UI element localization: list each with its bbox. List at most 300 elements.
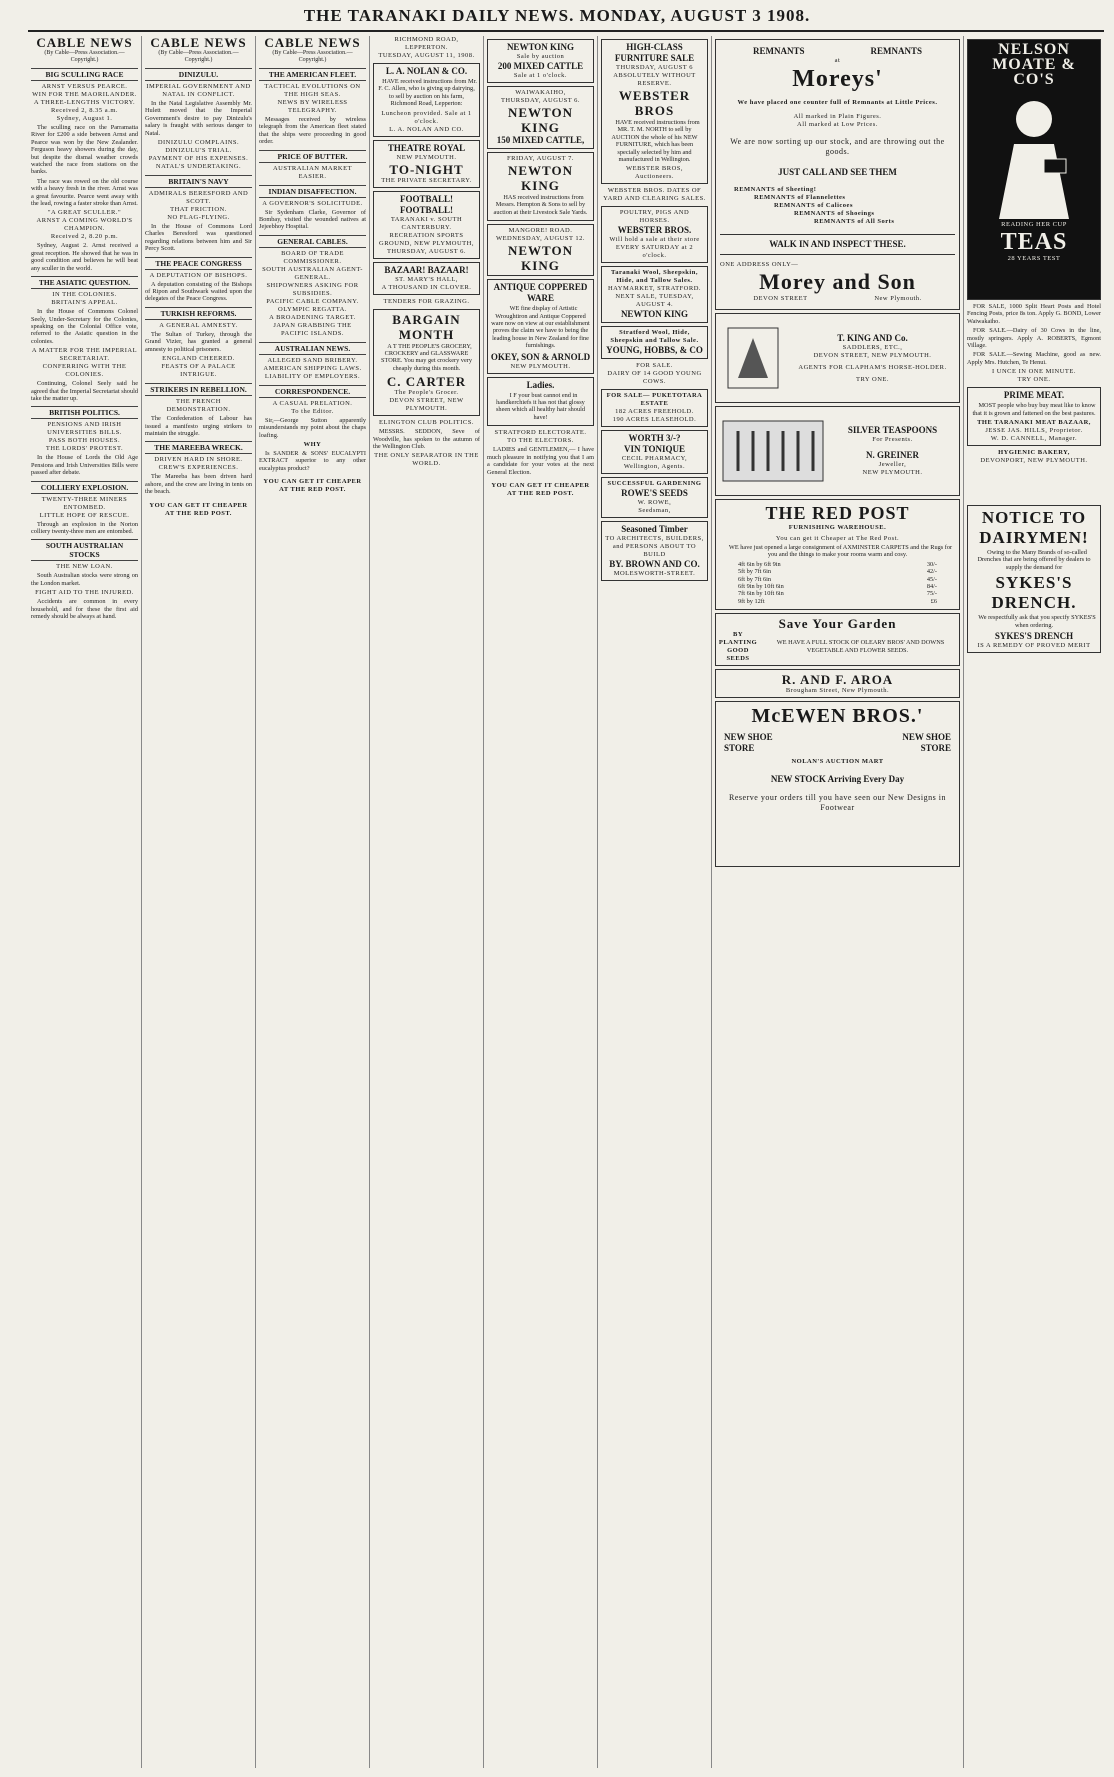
price: 45/- [926, 575, 937, 583]
ad-title: McEWEN BROS.' [751, 705, 924, 728]
ad-subtitle: Brougham Street, New Plymouth. [785, 687, 890, 695]
subheading: A GOVERNOR'S SOLICITUDE. [262, 199, 363, 207]
column-ads-3 [598, 36, 712, 1768]
ad-title: WEBSTER BROS. [617, 225, 692, 236]
ad-subtitle: DEVON STREET, NEW PLYMOUTH. [389, 397, 464, 413]
subheading: JAPAN GRABBING THE PACIFIC ISLANDS. [273, 321, 352, 337]
ad-title: SUCCESSFUL GARDENING [607, 480, 702, 488]
ad-body: TRY ONE. [855, 375, 889, 383]
article-paragraph: MESSRS. SEDDON, Seve of Woodville, has spoken to the autumn of the Wellington Club. [373, 428, 480, 451]
price: 42/- [926, 568, 937, 576]
subheading: A CASUAL PRELATION. [272, 399, 353, 407]
remnants-row [720, 46, 955, 57]
teas-word: TEAS [1000, 229, 1068, 255]
section-heading: AUSTRALIAN NEWS. [259, 342, 366, 355]
section-heading: GENERAL CABLES. [259, 235, 366, 248]
ad-subtitle: 182 ACRES FREEHOLD. [615, 408, 694, 416]
sykes-drench-ad [967, 505, 1101, 653]
ad-location: RICHMOND ROAD, LEPPERTON. [394, 36, 459, 51]
ad-title: Seasoned Timber [621, 524, 688, 535]
ad-title: ANTIQUE COPPERED WARE [493, 282, 588, 304]
ad-title: T. KING AND Co. [837, 332, 908, 343]
ad-title: BAZAAR! BAZAAR! [384, 264, 469, 275]
article-paragraph: Is SANDER & SONS' EUCALYPTI EXTRACT superior to any other eucalyptus product? [259, 450, 366, 472]
remnants-word: REMNANTS [752, 46, 805, 56]
column-cable-news-1 [28, 36, 142, 1768]
article-paragraph: In the House of Commons Colonel Seely, Under-Secretary for the Colonies, speaking on the Colonial Office vote, referred to the Asiatic question in the colonies. [31, 308, 138, 345]
teaspoons-box-icon [718, 411, 828, 491]
section-heading: STRIKERS IN REBELLION. [145, 383, 252, 396]
subheading: A GENERAL AMNESTY. [159, 321, 238, 329]
town: New Plymouth. [874, 295, 922, 302]
column-header: CABLE NEWS [36, 36, 133, 50]
subheading: AMERICAN SHIPPING LAWS. [263, 364, 362, 372]
subheading: TWENTY-THREE MINERS ENTOMBED. [41, 495, 128, 511]
bargain-month-ad [373, 309, 480, 417]
article-paragraph: Sydney, August 2. Arnst received a great reception. He showed that he was in good condition and believes he will beat any sculler in the world. [31, 242, 138, 272]
ad-title: SILVER TEASPOONS [847, 425, 938, 435]
price: 75/- [926, 590, 937, 598]
subheading: ARNST A COMING WORLD'S CHAMPION. [36, 217, 133, 233]
red-post-ad [715, 499, 960, 610]
column-display-ads [712, 36, 964, 1768]
list-item: REMNANTS of Shoeings [794, 210, 875, 217]
save-your-garden-ad [715, 613, 960, 666]
ad-title: R. AND F. AROA [781, 672, 894, 688]
subheading: WIN FOR THE MAORILANDER. [32, 91, 137, 98]
price-row [738, 561, 937, 568]
price-row [738, 590, 937, 597]
ad-subtitle: NEW PLYMOUTH. [396, 153, 457, 161]
ad-subtitle: POULTRY, PIGS AND HORSES. [619, 209, 690, 225]
subheading: FIGHT AID TO THE INJURED. [35, 589, 134, 597]
subheading: NEWS BY WIRELESS TELEGRAPHY. [277, 99, 348, 114]
ad-subtitle: THE TARANAKI MEAT BAZAAR, [977, 419, 1091, 427]
article-paragraph: Sir Sydenham Clarke, Governor of Bombay, visited the wounded natives at Jejeebhoy Hospital. [259, 208, 366, 231]
ad-title: THE RED POST [765, 503, 910, 523]
ad-headline: WEBSTER BROS [618, 88, 691, 118]
rowes-seeds-ad [601, 477, 708, 518]
column-header: CABLE NEWS [150, 36, 247, 50]
ad-title: Stratford Wool, Hide, Sheepskin and Tallow Sale. [610, 329, 699, 345]
column-ads-2 [484, 36, 598, 1768]
ad-location: MANGORE! ROAD. [508, 227, 573, 235]
ad-signature: N. GREINER [865, 450, 919, 460]
copyright-line: (By Cable—Press Association.—Copyright.) [272, 50, 353, 63]
ad-body: HAVE received instructions from Mr. F. C. Allen, who is giving up dairying, to sell by auction on his farm, Richmond Road, Lepperton: [378, 78, 477, 108]
ad-body: HAVE received instructions from MR. T. M. NORTH to sell by AUCTION the whole of his NEW FURNITURE, which has been specially selected by him and manufactured in Wellington. [611, 119, 700, 164]
newton-king-ad-1 [487, 39, 594, 83]
subheading: A BROADENING TARGET. [269, 313, 356, 321]
furniture-sale-ad [601, 39, 708, 184]
copyright-line: (By Cable—Press Association.—Copyright.) [44, 50, 125, 63]
carpet-price-list [738, 561, 937, 605]
ad-body: A T THE PEOPLE'S GROCERY, CROCKERY and GLASSWARE STORE. You may get crockery very cheaply during this month. [381, 342, 472, 372]
ad-subtitle: FURNISHING WAREHOUSE. [788, 524, 887, 531]
ad-subtitle: TARANAKI v. SOUTH CANTERBURY. [390, 215, 463, 231]
subheading: ALLEGED SAND BRIBERY. [267, 356, 358, 364]
ad-subtitle: Jeweller, [878, 461, 907, 468]
ad-body: MOST people who buy buy meat like to know that it is grown and fattened on the best pastures. [972, 402, 1096, 417]
ad-subtitle: For Presents. [872, 436, 913, 443]
section-heading: THE PEACE CONGRESS [145, 257, 252, 270]
remnants-word: REMNANTS [870, 46, 922, 56]
subheading: ENGLAND CHEERED. [162, 355, 235, 363]
price-row [738, 583, 937, 590]
subheading: WEBSTER BROS. DATES OF YARD AND CLEARING SALES. [603, 187, 706, 203]
vin-tonique-ad [601, 430, 708, 474]
section-heading: STRATFORD ELECTORATE. [494, 429, 587, 437]
ad-date: FRIDAY, AUGUST 7. [507, 155, 574, 162]
ad-title: THEATRE ROYAL [387, 142, 466, 153]
ad-signature: Auctioneers. [634, 173, 675, 181]
subheading: ARNST VERSUS PEARCE. [41, 83, 128, 90]
ad-subtitle: You can get it Cheaper at The Red Post. [775, 535, 900, 542]
size: 6ft by 7ft 6in [738, 575, 772, 583]
aroa-ad [715, 669, 960, 698]
ad-subtitle: RECREATION SPORTS GROUND, NEW PLYMOUTH, [379, 231, 474, 247]
ad-subtitle: BY PLANTING GOOD SEEDS [718, 631, 758, 663]
ad-note: Sale at 1 o'clock. [513, 72, 568, 79]
column-header: CABLE NEWS [264, 36, 361, 50]
subheading: DRIVEN HARD IN SHORE. [154, 456, 243, 464]
ad-title: Ladies. [526, 379, 555, 390]
ad-title: Save Your Garden [778, 616, 897, 632]
ad-headline: ROWE'S SEEDS [621, 488, 688, 499]
column-right-ads [964, 36, 1104, 1768]
ad-location: WAIWAKAIHO, [515, 89, 566, 96]
ad-body: We respectfully ask that you specify SYKES'S when ordering. [978, 614, 1096, 629]
size: 6ft 9in by 10ft 6in [738, 583, 784, 591]
price: 30/- [926, 560, 937, 568]
subheading: AUSTRALIAN MARKET EASIER. [272, 164, 353, 180]
nelson-moate-tea-ad [967, 39, 1101, 300]
ad-subtitle: ABSOLUTELY WITHOUT RESERVE. [613, 72, 696, 87]
classified-heading: TRY ONE. [1017, 376, 1051, 384]
list-item: REMNANTS of Flannelettes [754, 194, 846, 201]
address-row [720, 295, 955, 303]
dateline: Received 2, 8.35 a.m. [51, 107, 118, 114]
article-paragraph: The Mareeba has been driven hard ashore, and the crew are living in tents on the beach. [145, 473, 252, 496]
ad-signature: YOUNG, HOBBS, & CO [606, 345, 703, 356]
subheading: DINIZULU'S TRIAL. [165, 147, 232, 155]
ad-body: Will hold a sale at their store EVERY SATURDAY at 2 o'clock. [609, 236, 700, 260]
ad-subtitle: THURSDAY, AUGUST 6. [386, 247, 467, 255]
ad-title: HIGH-CLASS FURNITURE SALE [614, 42, 695, 63]
size: 4ft 6in by 6ft 9in [738, 560, 781, 568]
section-heading: SOUTH AUSTRALIAN STOCKS [31, 539, 138, 561]
ad-subtitle: NEW SHOE STORE [902, 732, 951, 754]
ad-subtitle: MOLESWORTH-STREET. [613, 570, 696, 578]
ad-title: NEWTON KING [508, 163, 573, 193]
price-row [738, 576, 937, 583]
subheading: PAYMENT OF HIS EXPENSES. [148, 155, 249, 163]
article-paragraph: The race was rowed on the old course with a heavy fresh in the river. Arnst was a great favourite. Pearce went away with the lead, rowing a faster stroke than Arnst. [31, 177, 138, 208]
subheading: TO THE ELECTORS. [507, 437, 574, 445]
subheading: A THREE-LENGTHS VICTORY. [33, 99, 136, 106]
subheading: LIABILITY OF EMPLOYERS. [264, 372, 361, 380]
article-paragraph: The sculling race on the Parramatta River for £200 a side between Arnst and Pearce was won by the New Zealander. Ferguson heavy showers during the day, but despite the dismal weather crowds watched the race from stations on the banks. [31, 124, 138, 176]
ad-body: NEW STOCK Arriving Every Day [770, 774, 905, 785]
size: 7ft 6in by 10ft 6in [738, 590, 784, 598]
article-paragraph: Messages received by wireless telegraph from the American fleet stated that the ships were proceeding in good order. [259, 116, 366, 146]
price: £6 [930, 597, 937, 605]
section-heading: INDIAN DISAFFECTION. [259, 185, 366, 198]
subheading: SOUTH AUSTRALIAN AGENT-GENERAL. [262, 265, 363, 281]
section-heading: COLLIERY EXPLOSION. [31, 481, 138, 494]
column-cable-news-3 [256, 36, 370, 1768]
ad-subtitle: READING HER CUP [1001, 221, 1067, 228]
subheading: IN THE COLONIES. [52, 291, 117, 299]
masthead-rule [28, 30, 1104, 32]
ad-signature: OKEY, SON & ARNOLD [490, 351, 591, 362]
list-item: REMNANTS of All Sorts [814, 218, 895, 225]
price-row [738, 598, 937, 605]
red-post-slogan: YOU CAN GET IT CHEAPER AT THE RED POST. [149, 501, 248, 517]
section-heading: ELINGTON CLUB POLITICS. [379, 419, 474, 427]
red-post-slogan: YOU CAN GET IT CHEAPER AT THE RED POST. [491, 481, 590, 497]
ad-subtitle: THE PRIVATE SECRETARY. [381, 176, 472, 184]
list-item: REMNANTS of Calicoes [774, 202, 853, 209]
theatre-royal-ad [373, 140, 480, 188]
ad-body: We have placed one counter full of Remnants at Little Prices. [737, 99, 938, 106]
shoe-store-row [724, 732, 951, 754]
ad-headline: BARGAIN MONTH [392, 311, 461, 342]
section-heading: THE AMERICAN FLEET. [259, 68, 366, 81]
subheading: PENSIONS AND IRISH UNIVERSITIES BILLS. [47, 421, 122, 437]
lady-reading-cup-illustration [974, 89, 1094, 219]
article-paragraph: In the Natal Legislative Assembly Mr. Hulett moved that the Imperial Government's desire to pay Dinizulu's salary is fraught with serious danger to Natal. [145, 100, 252, 137]
ad-note: Luncheon provided. Sale at 1 o'clock. [381, 109, 472, 125]
ad-subtitle: Wellington, Agents. [623, 463, 686, 471]
ad-subtitle: 190 ACRES LEASEHOLD. [612, 416, 697, 424]
ad-signature: WEBSTER BROS, [625, 165, 684, 173]
ad-title: NELSON MOATE & CO'S [992, 41, 1076, 88]
newton-king-ad-4 [487, 224, 594, 276]
ad-body: HAS received instructions from Messrs. Hempton & Sons to sell by auction at their Livestock Sale Yards. [493, 194, 588, 216]
column-ads-1 [370, 36, 484, 1768]
ad-body: All marked at Low Prices. [797, 121, 878, 128]
subheading: CREW'S EXPERIENCES. [158, 464, 239, 472]
subheading: THE LORDS' PROTEST. [45, 445, 124, 453]
webster-poultry-ad [601, 206, 708, 263]
article-paragraph: Continuing, Colonel Seely said he agreed that the Imperial Secretariat should take the matter up. [31, 380, 138, 402]
ad-body: We are now sorting up our stock, and are throwing out the goods. [730, 137, 945, 156]
section-heading: TURKISH REFORMS. [145, 307, 252, 320]
section-heading: DINIZULU. [145, 68, 252, 81]
article-paragraph: A deputation consisting of the Bishops of Ripon and Southwark waited upon the delegates of the Peace Congress. [145, 280, 252, 303]
prime-meat-ad [967, 387, 1101, 446]
dateline: Received 2, 8.20 p.m. [50, 233, 119, 241]
ad-subtitle: IS A REMEDY OF PROVED MERIT [977, 642, 1091, 650]
subheading: LITTLE HOPE OF RESCUE. [39, 511, 130, 519]
ad-title: WORTH 3/-? [628, 433, 681, 444]
section-heading: BRITAIN'S NAVY [145, 175, 252, 188]
column-cable-news-2 [142, 36, 256, 1768]
subheading: WHY [303, 441, 322, 449]
subheading: BOARD OF TRADE COMMISSIONER. [281, 249, 344, 265]
ad-headline: C. CARTER [386, 374, 467, 390]
price: 84/- [926, 583, 937, 591]
ad-body: NOLAN'S AUCTION MART [791, 758, 884, 766]
subheading: PACIFIC CABLE COMPANY. [266, 297, 359, 305]
section-heading: PRICE OF BUTTER. [259, 150, 366, 163]
copyright-line: (By Cable—Press Association.—Copyright.) [158, 50, 239, 63]
ad-signature: BY. BROWN AND CO. [609, 559, 700, 570]
subheading: ADMIRALS BERESFORD AND SCOTT. [148, 190, 249, 206]
ad-subtitle: The People's Grocer. [394, 389, 459, 397]
ad-body: Reserve your orders till you have seen our New Designs in Footwear [729, 793, 946, 813]
ad-title: Taranaki Wool, Sheepskin, Hide, and Tallow Sales. [611, 269, 698, 285]
ad-body: All marked in Plain Figures. [793, 113, 882, 120]
puketotara-estate-ad [601, 389, 708, 427]
seasoned-timber-ad [601, 521, 708, 581]
call-and-see: JUST CALL AND SEE THEM [778, 167, 897, 177]
ad-subtitle: Seedsman, [638, 507, 671, 515]
ad-subtitle: A THOUSAND IN CLOVER. [381, 283, 472, 291]
subheading: PASS BOTH HOUSES. [48, 437, 121, 445]
ad-date: TUESDAY, AUGUST 11, 1908. [378, 52, 475, 59]
ad-title: FOOTBALL! FOOTBALL! [399, 193, 453, 215]
subheading: DAIRY OF 14 GOOD YOUNG COWS. [607, 370, 702, 386]
article-paragraph: LADIES and GENTLEMEN,— I have much pleasure in notifying you that I am a candidate for your votes at the next General Election. [487, 446, 594, 476]
subheading: IMPERIAL GOVERNMENT AND NATAL IN CONFLICT. [146, 83, 251, 98]
subheading: A DEPUTATION OF BISHOPS. [149, 271, 248, 279]
ad-title: NEWTON KING [506, 42, 575, 52]
ad-subtitle: DEVON STREET, NEW PLYMOUTH. [813, 351, 932, 359]
ad-date: THURSDAY, AUGUST 6. [500, 97, 581, 104]
masthead: THE TARANAKI DAILY NEWS. MONDAY, AUGUST 3 1908. [303, 6, 811, 25]
ad-signature: W. D. CANNELL, Manager. [990, 435, 1078, 443]
t-king-saddlers-ad [715, 313, 960, 403]
ad-title: NEWTON KING [508, 105, 573, 135]
at-word: at [834, 57, 841, 64]
ad-body: TO ARCHITECTS, BUILDERS, and PERSONS ABOUT TO BUILD [605, 535, 704, 559]
section-heading: THE MAREEBA WRECK. [145, 441, 252, 454]
ad-headline: TO-NIGHT [389, 161, 464, 177]
section-heading: HYGIENIC BAKERY, [998, 449, 1070, 457]
article-paragraph: In the House of Commons Lord Charles Beresford was questioned regarding relations between him and Sir Percy Scott. [145, 223, 252, 253]
bazaar-ad [373, 262, 480, 295]
ad-headline: SYKES'S DRENCH. [991, 573, 1077, 613]
football-ad [373, 191, 480, 259]
subheading: DEVONPORT, NEW PLYMOUTH. [980, 457, 1088, 465]
garden-body [718, 631, 957, 663]
subheading: NATAL'S UNDERTAKING. [155, 163, 242, 171]
ad-body: WE have just opened a large consignment of AXMINSTER CARPETS and the Rugs for you and the things to make your rooms warm and cosy. [728, 544, 953, 559]
tender-heading: TENDERS FOR GRAZING. [383, 297, 470, 305]
list-item: REMNANTS of Sheeting! [734, 186, 817, 193]
ad-date: THURSDAY, AUGUST 6 [616, 64, 693, 71]
subheading: TACTICAL EVOLUTIONS ON THE HIGH SEAS. [264, 83, 361, 98]
ad-subtitle: 28 YEARS TEST [1007, 255, 1061, 262]
newton-king-ad-3 [487, 152, 594, 221]
ad-title: NEWTON KING [508, 243, 573, 274]
ad-body: Owing to the Many Brands of so-called Drenches that are being offered by dealers to supply the demand for [977, 549, 1091, 571]
article-paragraph: Accidents are common in every household, and for these the first aid remedy should be always at hand. [31, 598, 138, 620]
ad-date: NEXT SALE, TUESDAY, AUGUST 4. [615, 293, 694, 309]
one-address: ONE ADDRESS ONLY— [720, 261, 799, 268]
ad-signature: NEWTON KING [620, 309, 689, 320]
moreys-brand: Moreys' [792, 66, 883, 92]
ladies-ad [487, 377, 594, 427]
ad-body: WE HAVE A FULL STOCK OF OLEARY BROS' AND DOWNS VEGETABLE AND FLOWER SEEDS. [776, 639, 945, 654]
ad-title: L. A. NOLAN & CO. [385, 66, 468, 76]
mcewen-shoe-store-ad [715, 701, 960, 867]
classified-heading: I UNCE IN ONE MINUTE. [992, 368, 1076, 376]
street: DEVON STREET [753, 295, 808, 302]
article-paragraph: The Confederation of Labour has issued a manifesto urging strikers to maintain the struggle. [145, 415, 252, 437]
ad-subtitle: SADDLERS, ETC., [842, 343, 903, 351]
ad-signature: L. A. NOLAN AND CO. [389, 125, 464, 133]
section-heading: CORRESPONDENCE. [259, 385, 366, 398]
dateline: Sydney, August 1. [56, 115, 113, 122]
ad-title: FOR SALE— PUKETOTARA ESTATE [606, 392, 703, 408]
nolan-auction-ad [373, 63, 480, 137]
taranaki-wool-ad [601, 266, 708, 323]
ad-signature: CECIL PHARMACY, [621, 455, 688, 463]
ad-subtitle: Sale by auction [516, 53, 565, 60]
morey-and-son: Morey and Son [759, 269, 916, 294]
horse-holder-icon [718, 318, 788, 398]
ad-signature: JESSE JAS. HILLS, Proprietor. [985, 427, 1083, 435]
classified-ad: FOR SALE.—Dairy of 30 Cows in the line, mostly springers. Apply A. ROBERTS, Egmont Village. [967, 327, 1101, 350]
subheading: A MATTER FOR THE IMPERIAL SECRETARIAT. [31, 347, 138, 363]
ad-date: WEDNESDAY, AUGUST 12. [495, 235, 586, 243]
silver-teaspoons-ad [715, 406, 960, 496]
article-paragraph: Through an explosion in the Norton colliery twenty-three men are entombed. [31, 520, 138, 535]
article-paragraph: In the House of Lords the Old Age Pensions and Irish Universities Bills were passed after debate. [31, 454, 138, 477]
ad-subtitle: NEW PLYMOUTH. [862, 469, 923, 476]
price-row [738, 568, 937, 575]
ad-signature: W. ROWE, [637, 499, 672, 507]
article-paragraph: The Sultan of Turkey, through the Grand Vizier, has granted a general amnesty to political prisoners. [145, 330, 252, 353]
subheading: THE FRENCH DEMONSTRATION. [166, 398, 231, 414]
section-heading: BRITISH POLITICS. [31, 406, 138, 419]
subheading: THAT FRICTION. [170, 206, 227, 214]
section-heading: BIG SCULLING RACE [31, 68, 138, 81]
article-paragraph: South Australian stocks were strong on the London market. [31, 572, 138, 587]
ad-title: PRIME MEAT. [1003, 390, 1065, 401]
subheading: OLYMPIC REGATTA. [278, 305, 347, 313]
subheading: "A GREAT SCULLER." [47, 209, 122, 217]
classified-ad: FOR SALE.—Sewing Machine, good as new. Apply Mrs. Hutchen, Te Henui. [967, 351, 1101, 366]
newton-king-ad-2 [487, 86, 594, 149]
subheading: To the Editor. [291, 407, 334, 415]
classified-ad: FOR SALE, 1000 Split Heart Posts and Hotel Fencing Posts, price 8s ton. Apply G. BOND, Lower Waiwakaiho. [967, 303, 1101, 325]
subheading: FEASTS OF A PALACE INTRIGUE. [161, 363, 236, 379]
ad-headline: VIN TONIQUE [624, 444, 685, 455]
subheading: THE NEW LOAN. [56, 563, 113, 571]
article-paragraph: Sir,—George Sutton apparently misunderstands my point about the chaps loafing. [259, 416, 366, 439]
moreys-remnants-ad [715, 39, 960, 310]
walk-in: WALK IN AND INSPECT THESE. [720, 234, 955, 255]
size: 5ft by 7ft 6in [738, 568, 772, 576]
ad-body: WE fine display of Artistic Wroughtiron and Antique Coppered ware now on view at our establishment proves the claim we have to being the leading house in New Zealand for fine furnishings. [491, 305, 590, 350]
ad-subtitle: HAYMARKET, STRATFORD. [607, 285, 702, 293]
size: 9ft by 12ft [738, 597, 765, 605]
subheading: FOR SALE. [636, 362, 673, 370]
ad-headline: 150 MIXED CATTLE, [496, 135, 585, 145]
ad-body: AGENTS FOR CLAPHAM'S HORSE-HOLDER. [798, 363, 947, 371]
section-heading: THE ONLY SEPARATOR IN THE WORLD. [374, 452, 479, 468]
ad-subtitle: NEW PLYMOUTH. [510, 362, 571, 370]
stratford-wool-ad [601, 326, 708, 359]
antique-copper-ad [487, 279, 594, 373]
subheading: BRITAIN'S APPEAL. [51, 299, 118, 307]
ad-subtitle: NEW SHOE STORE [724, 732, 773, 754]
subheading: DINIZULU COMPLAINS. [157, 139, 240, 147]
